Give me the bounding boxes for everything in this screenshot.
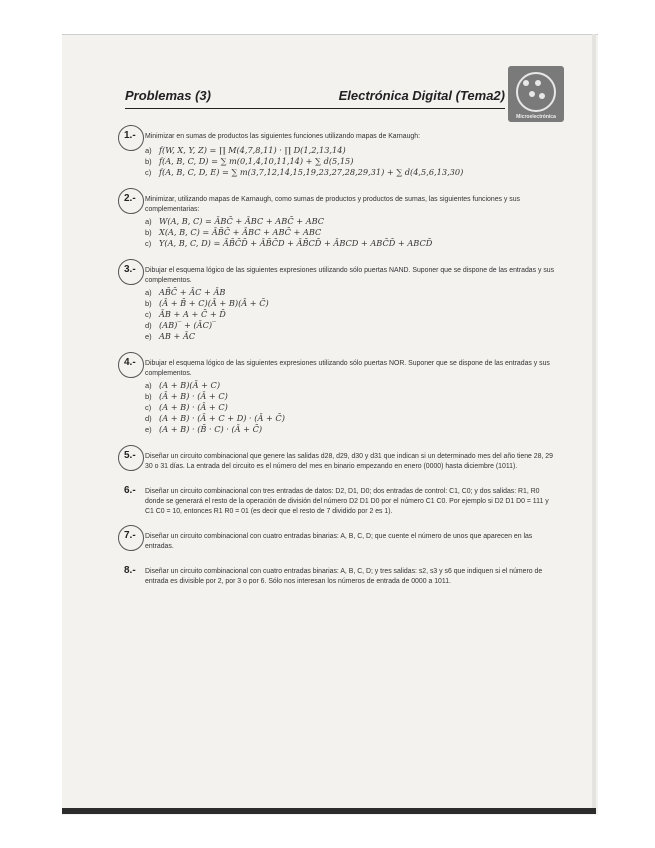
problem-statement bbox=[118, 452, 558, 472]
problem-text: Diseñar un circuito combinacional con tres entradas de datos: D2, D1, D0; dos entradas de control: C1, C0; y dos salidas: R1, R0 donde se generará el resto de la operación de división del número D2 D1 D0 por el número C1 C0. Por ejemplo si D2 D1 D0 = 111 y C1 C0 = 10, entonces R1 R0 = 01 (es decir que el resto de 7 dividido por 2 es 1). bbox=[145, 488, 549, 515]
sub-item-expression: (A + B) · (Ā + C) bbox=[159, 402, 228, 412]
sub-item bbox=[145, 413, 558, 424]
problem-7 bbox=[118, 532, 558, 552]
sub-item-expression: AB + ĀC bbox=[159, 331, 196, 341]
sub-item bbox=[145, 216, 558, 227]
problem-statement bbox=[118, 567, 558, 587]
sub-item-expression: (A + B)(Ā + C) bbox=[159, 380, 221, 390]
logo-dot bbox=[523, 80, 529, 86]
problem-list bbox=[118, 132, 558, 587]
problem-number: 6.- bbox=[124, 485, 136, 496]
sub-item bbox=[145, 298, 558, 309]
problem-statement bbox=[118, 487, 558, 517]
problem-text: Minimizar en sumas de productos las siguientes funciones utilizando mapas de Karnaugh: bbox=[145, 133, 421, 140]
problem-number: 7.- bbox=[124, 530, 136, 541]
problem-5 bbox=[118, 452, 558, 472]
sub-item bbox=[145, 391, 558, 402]
sub-item bbox=[145, 227, 558, 238]
problem-number: 3.- bbox=[124, 264, 136, 275]
page-header bbox=[125, 88, 505, 109]
sub-item-expression: (Ā + B̄ + C)(Ā + B)(Ā + C̄) bbox=[159, 298, 269, 308]
problem-6 bbox=[118, 487, 558, 517]
problem-text: Diseñar un circuito combinacional que genere las salidas d28, d29, d30 y d31 que indican si un determinado mes del año tiene 28, 29 30 o 31 días. La entrada del circuito es el número del mes en binario empezando en enero (0000) hasta diciembre (1011). bbox=[145, 453, 553, 470]
problem-4 bbox=[118, 359, 558, 435]
sub-item-expression: (A + B) · (Ā + C + D) · (Ā + C̄) bbox=[159, 413, 285, 423]
sub-item-expression: f(A, B, C, D) = ∑ m(0,1,4,10,11,14) + ∑ d(5,15) bbox=[159, 156, 354, 166]
logo-ring bbox=[516, 72, 556, 112]
sub-item bbox=[145, 320, 558, 331]
sub-item bbox=[145, 156, 558, 167]
problem-statement bbox=[118, 132, 558, 144]
sub-item bbox=[145, 145, 558, 156]
sub-item-label: e) bbox=[145, 425, 152, 434]
sub-item-label: b) bbox=[145, 299, 152, 308]
sub-item-expression: AB̄C̄ + ĀC + ĀB bbox=[159, 287, 226, 297]
sub-item-label: d) bbox=[145, 414, 152, 423]
page-edge bbox=[592, 34, 596, 814]
problem-text: Diseñar un circuito combinacional con cuatro entradas binarias: A, B, C, D; que cuente el número de unos que aparecen en las entradas. bbox=[145, 533, 533, 550]
problem-number: 5.- bbox=[124, 450, 136, 461]
sub-item-label: a) bbox=[145, 288, 152, 297]
sub-item-expression: Y(A, B, C, D) = ĀB̄C̄D̄ + ĀB̄C̄D + ĀB̄CD̄ + ĀBCD + ABC̄D̄ + ABCD̄ bbox=[159, 238, 433, 248]
problem-statement bbox=[118, 195, 558, 215]
header-title-right: Electrónica Digital (Tema2) bbox=[338, 88, 505, 103]
problem-number: 4.- bbox=[124, 357, 136, 368]
sub-item bbox=[145, 402, 558, 413]
sub-item-label: d) bbox=[145, 321, 152, 330]
sub-item-label: b) bbox=[145, 392, 152, 401]
department-logo bbox=[508, 66, 564, 122]
logo-dot bbox=[529, 91, 535, 97]
problem-2 bbox=[118, 195, 558, 249]
sub-item-label: c) bbox=[145, 310, 152, 319]
header-title-left: Problemas (3) bbox=[125, 88, 211, 103]
sub-item bbox=[145, 309, 558, 320]
sub-item-label: a) bbox=[145, 146, 152, 155]
sub-item-expression: f(W, X, Y, Z) = ∏ M(4,7,8,11) · ∏ D(1,2,13,14) bbox=[159, 145, 346, 155]
sub-item-label: c) bbox=[145, 403, 152, 412]
sub-item-expression: X(A, B, C) = ĀB̄C̄ + ĀBC + ABC̄ + ABC bbox=[159, 227, 322, 237]
sub-item bbox=[145, 331, 558, 342]
sub-item-expression: (Ā + B) · (Ā + C) bbox=[159, 391, 228, 401]
sub-item-expression: ĀB + A + C̄ + D̄ bbox=[159, 309, 226, 319]
sub-item-label: a) bbox=[145, 217, 152, 226]
sub-item-label: c) bbox=[145, 239, 152, 248]
sub-item-expression: f(A, B, C, D, E) = ∑ m(3,7,12,14,15,19,23,27,28,29,31) + ∑ d(4,5,6,13,30) bbox=[159, 167, 464, 177]
logo-text: Microelectrónica bbox=[516, 114, 556, 120]
sub-item bbox=[145, 380, 558, 391]
sub-item-label: e) bbox=[145, 332, 152, 341]
problem-text: Diseñar un circuito combinacional con cuatro entradas binarias: A, B, C, D; y tres salidas: s2, s3 y s6 que indiquen si el número de entrada es divisible por 2, por 3 o por 6. Sólo nos interesan los números de entrada de 0000 a 1011. bbox=[145, 568, 543, 585]
sub-item-label: a) bbox=[145, 381, 152, 390]
problem-text: Dibujar el esquema lógico de las siguientes expresiones utilizando sólo puertas NOR. Suponer que se dispone de las entradas y sus complementos. bbox=[145, 360, 550, 377]
sub-item-expression: (AB)‾ + (ĀC)‾ bbox=[159, 320, 217, 330]
problem-text: Minimizar, utilizando mapas de Karnaugh, como sumas de productos y productos de sumas, las siguientes funciones y sus complementarias: bbox=[145, 196, 520, 213]
problem-number: 8.- bbox=[124, 565, 136, 576]
sub-item-label: b) bbox=[145, 157, 152, 166]
sub-item bbox=[145, 238, 558, 249]
logo-dot bbox=[535, 80, 541, 86]
problem-statement bbox=[118, 266, 558, 286]
logo-dot bbox=[539, 93, 545, 99]
scan-bottom-border bbox=[62, 808, 596, 814]
problem-number: 1.- bbox=[124, 130, 136, 141]
sub-item-expression: (A + B) · (B̄ · C) · (Ā + C̄) bbox=[159, 424, 263, 434]
problem-statement bbox=[118, 359, 558, 379]
sub-item bbox=[145, 167, 558, 178]
sub-item-expression: W(A, B, C) = ĀBC̄ + ĀBC + ABC̄ + ABC bbox=[159, 216, 325, 226]
sub-item bbox=[145, 424, 558, 435]
problem-number: 2.- bbox=[124, 193, 136, 204]
problem-text: Dibujar el esquema lógico de las siguientes expresiones utilizando sólo puertas NAND. Suponer que se dispone de las entradas y sus complementos. bbox=[145, 267, 555, 284]
sub-item-label: c) bbox=[145, 168, 152, 177]
sub-item bbox=[145, 287, 558, 298]
sub-item-label: b) bbox=[145, 228, 152, 237]
problem-1 bbox=[118, 132, 558, 178]
problem-8 bbox=[118, 567, 558, 587]
problem-statement bbox=[118, 532, 558, 552]
problem-3 bbox=[118, 266, 558, 342]
